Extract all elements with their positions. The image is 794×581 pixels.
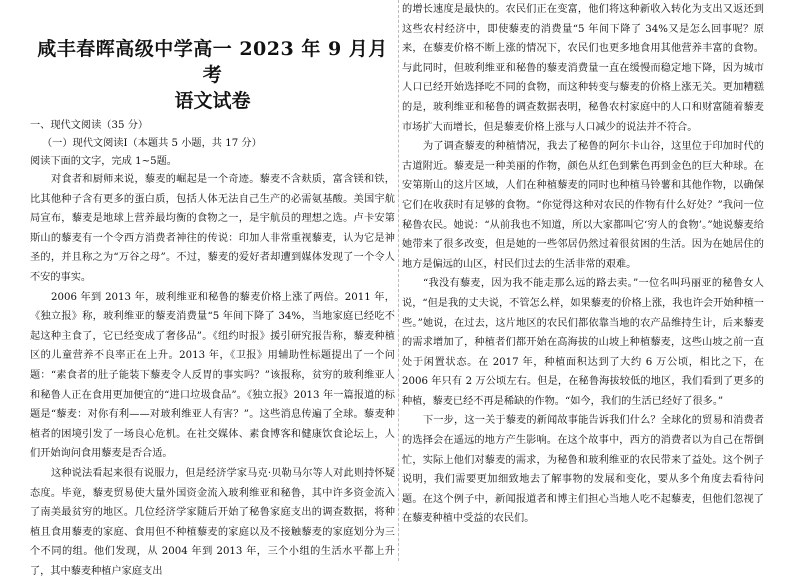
paragraph: 2006 年到 2013 年，玻利维亚和秘鲁的藜麦价格上涨了两倍。2011 年，《独立报》称，玻利维亚的藜麦消费量“5 年间下降了 34%，当地家庭已经吃不起这种主食了，它已经变成了奢侈品”。《纽约时报》援引研究报告称，藜麦种植区的儿童营养不良率正在上升。2013 年，《卫报》用辅助性标题提出了一个问题：“素食者的肚子能装下藜麦令人反胃的事实吗？”该报称，贫穷的玻利维亚人和秘鲁人正在食用更加便宜的“进口垃圾食品”。《独立报》2013 年一篇报道的标题是“藜麦：对你有利——对玻利维亚人有害？”。这些消息传遍了全球。藜麦种植者的困境引发了一场良心危机。在社交媒体、素食博客和健康饮食论坛上，人们开始询问食用藜麦是否合适。 — [30, 291, 395, 460]
paragraph: “我没有藜麦，因为我不能走那么远的路去卖。”一位名叫玛丽亚的秘鲁女人说，“但是我的丈夫说，不管怎么样，如果藜麦的价格上涨，我也许会开始种植一些。”她说，在过去，这片地区的农民们都依靠当地的农产品维持生计，后来藜麦的需求增加了，种植者们都开始在高海拔的山坡上种植藜麦，这些山坡之前一直处于闲置状态。在 2017 年，种植面积达到了大约 6 万公顷，相比之下，在 2006 年只有 2 万公顷左右。但是，在秘鲁海拔较低的地区，我们看到了更多的种植，藜麦已经不再是稀缺的作物。“如今，我们的生活已经好了很多。” — [402, 278, 764, 407]
paragraph: 为了调查藜麦的种植情况，我去了秘鲁的阿尔卡山谷，这里位于印加时代的古道附近。藜麦是一种美丽的作物，颜色从红色到紫色再到金色的巨大种球。在安第斯山的这片区域，人们在种植藜麦的同时也种植马铃薯和其他作物，以确保它们在收获时有足够的食物。“你觉得这种对农民的作物有什么好处？”我问一位秘鲁农民。她说：“从前我也不知道，所以大家都叫它‘穷人的食物’。”她说藜麦给她带来了很多改变，但是她的一些邻居仍然过着很贫困的生活。因为在她居住的地方是偏远的山区，村民们过去的生活非常的艰难。 — [402, 141, 764, 270]
paragraph: 下一步，这一关于藜麦的新闻故事能告诉我们什么？全球化的贸易和消费者的选择会在遥远的地方产生影响。在这个故事中，西方的消费者以为自己在帮倒忙，实际上他们对藜麦的需求，为秘鲁和玻利维亚的农民带来了益处。这个例子说明，我们需要更加细致地去了解事物的发展和变化，要从多个角度去看待问题。在这个例子中，新闻报道者和博主们担心当地人吃不起藜麦，但他们忽视了在藜麦种植中受益的农民们。 — [402, 415, 764, 525]
paragraph: 这种说法看起来很有说服力，但是经济学家马克·贝勒马尔等人对此则持怀疑态度。毕竟，藜麦贸易使大量外国资金流入玻利维亚和秘鲁，其中许多资金流入了南美最贫穷的地区。几位经济学家随后开始了秘鲁家庭支出的调查数据，将种植且食用藜麦的家庭、食用但不种植藜麦的家庭以及不接触藜麦的家庭划分为三个不同的组。他们发现，从 2004 年到 2013 年，三个小组的生活水平都上升了，其中藜麦种植户家庭支出 — [30, 467, 395, 577]
exam-title: 咸丰春晖高级中学高一 2023 年 9 月月考 — [37, 38, 388, 86]
section-heading: 一、现代文阅读（35 分） — [30, 120, 149, 131]
left-column — [30, 0, 395, 577]
column-divider — [398, 0, 399, 561]
paragraph: 对食者和厨师来说，藜麦的崛起是一个奇迹。藜麦不含麸质，富含镁和铁，比其他种子含有更多的蛋白质，包括人体无法自己生产的必需氨基酸。美国宇航局宣布，藜麦是地球上营养最均衡的食物之一，是宇航员的理想之选。卢卡安第斯山的藜麦有一个令西方消费者神往的传说：印加人非常重视藜麦，认为它是神圣的，并且称之为“万谷之母”。不过，藜麦的爱好者却遭到媒体发现了一个令人不安的事实。 — [30, 174, 395, 283]
reading-instruction: 阅读下面的文字，完成 1~5题。 — [30, 156, 177, 167]
paragraph: 的增长速度是最快的。农民们正在变富，他们将这种新收入转化为支出又返还到这些农村经济中，即使藜麦的消费量“5 年间下降了 34%又是怎么回事呢？原来，在藜麦价格不断上涨的情况下，农民们也更多地食用其他营养丰富的食物。与此同时，但玻利维亚和秘鲁的藜麦消费量一直在缓慢而稳定地下降，因为城市人口已经开始选择吃不同的食物，而这种转变与藜麦的价格上涨无关。更加糟糕的是，玻利维亚和秘鲁的调查数据表明，秘鲁农村家庭中的人口和财富随着藜麦市场扩大而增长，但是藜麦价格上涨与人口减少的说法并不符合。 — [402, 4, 764, 133]
exam-subtitle: 语文试卷 — [174, 90, 251, 112]
subsection-heading: （一）现代文阅读Ⅰ（本题共 5 小题，共 17 分） — [42, 138, 262, 149]
right-column — [402, 0, 764, 561]
